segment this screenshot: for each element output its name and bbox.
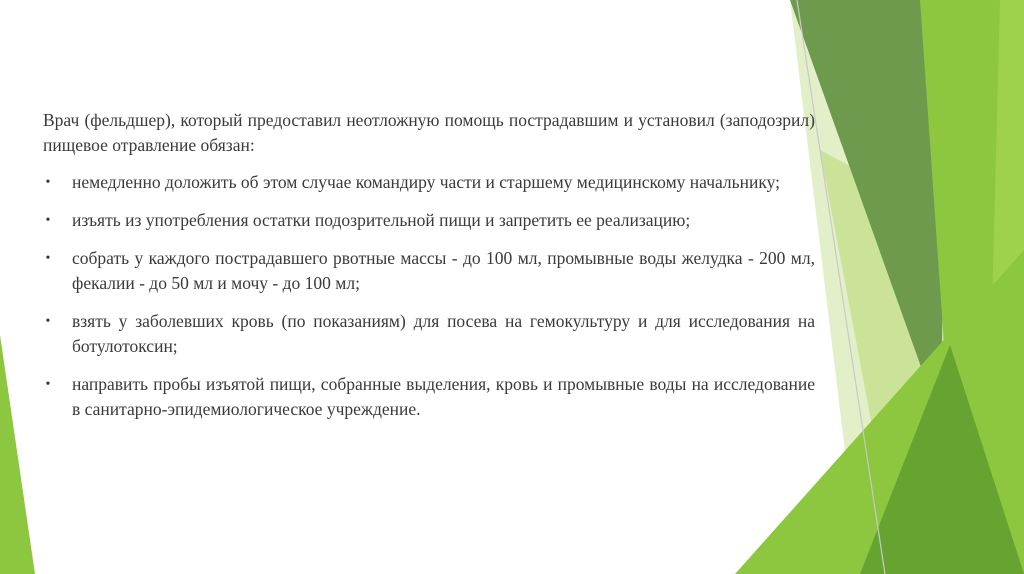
bullet-text: немедленно доложить об этом случае командиру части и старшему медицинскому начальнику; xyxy=(72,172,781,192)
bullet-item xyxy=(43,246,815,296)
bullet-text: собрать у каждого пострадавшего рвотные массы - до 100 мл, промывные воды желудка - 200 мл, фекалии - до 50 мл и мочу - до 100 мл; xyxy=(72,248,815,293)
bullet-list xyxy=(43,170,815,422)
bullet-item xyxy=(43,208,815,233)
bullet-text: изъять из употребления остатки подозрительной пищи и запретить ее реализацию; xyxy=(72,210,691,230)
bullet-text: направить пробы изъятой пищи, собранные выделения, кровь и промывные воды на исследование в санитарно-эпидемиологическое учреждение. xyxy=(72,374,815,419)
bullet-item xyxy=(43,372,815,422)
intro-paragraph: Врач (фельдшер), который предоставил неотложную помощь пострадавшим и установил (заподозрил) пищевое отравление обязан: xyxy=(43,110,815,155)
bullet-dot-icon: • xyxy=(45,175,51,190)
slide-content xyxy=(43,108,815,435)
left-green-triangle xyxy=(0,335,35,574)
bullet-text: взять у заболевших кровь (по показаниям) для посева на гемокультуру и для исследования на ботулотоксин; xyxy=(72,311,815,356)
bullet-dot-icon: • xyxy=(45,314,51,329)
bullet-item xyxy=(43,309,815,359)
bullet-dot-icon: • xyxy=(45,377,51,392)
bullet-dot-icon: • xyxy=(45,251,51,266)
bullet-dot-icon: • xyxy=(45,213,51,228)
bullet-item xyxy=(43,170,815,195)
